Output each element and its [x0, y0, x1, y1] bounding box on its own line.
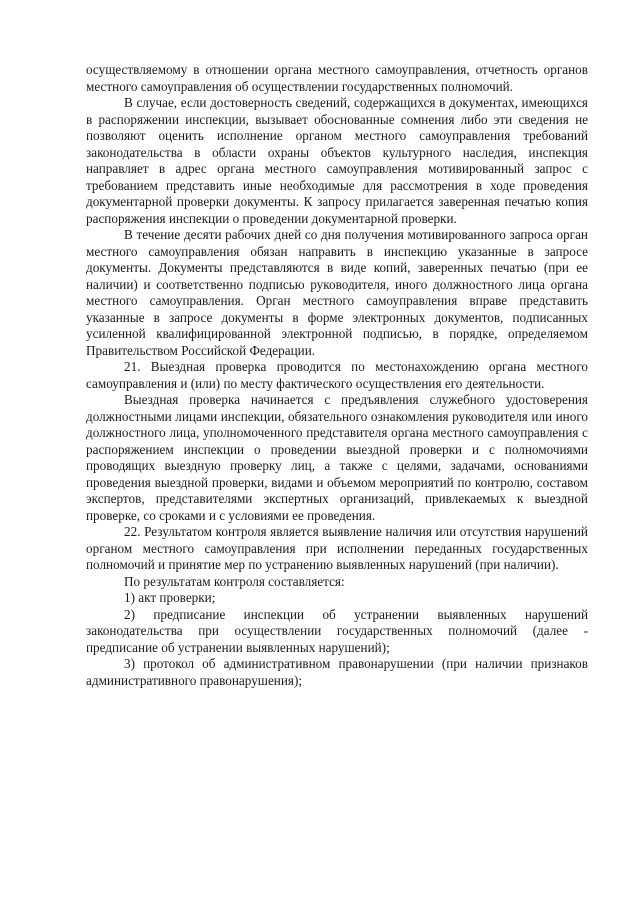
- paragraph-reliability-doubts: В случае, если достоверность сведений, содержащихся в документах, имеющихся в распоряжении инспекции, вызывает обоснованные сомнения либо эти сведения не позволяют оценить исполнение органом местного самоуправления требований законодательства в области охраны объектов культурного наследия, инспекция направляет в адрес органа местного самоуправления мотивированный запрос с требованием представить иные необходимые для рассмотрения в ходе проведения документарной проверки документы. К запросу прилагается заверенная печатью копия распоряжения инспекции о проведении документарной проверки.: [86, 95, 588, 226]
- paragraph-results-intro: По результатам контроля составляется:: [124, 573, 345, 589]
- list-item-inspection-act: 1) акт проверки;: [124, 590, 216, 605]
- paragraph-ten-working-days: В течение десяти рабочих дней со дня получения мотивированного запроса орган местного самоуправления обязан направить в инспекцию указанные в запросе документы. Документы представляются в виде копий, заверенных печатью (при ее наличии) и соответственно подписью руководителя, иного должностного лица органа местного самоуправления. Орган местного самоуправления вправе представить указанные в запросе документы в форме электронных документов, подписанных усиленной квалифицированной электронной подписью, в порядке, определяемом Правительством Российской Федерации.: [86, 227, 588, 358]
- paragraph-field-check-start: Выездная проверка начинается с предъявления служебного удостоверения должностными лицами инспекции, обязательного ознакомления руководителя или иного должностного лица, уполномоченного представителя органа местного самоуправления с распоряжением инспекции о проведении выездной проверки и с полномочиями проводящих выездную проверку лиц, а также с целями, задачами, основаниями проведения выездной проверки, видами и объемом мероприятий по контролю, составом экспертов, представителями экспертных организаций, привлекаемых к выездной проверке, со сроками и с условиями ее проведения.: [86, 392, 588, 523]
- paragraph-clause-21: 21. Выездная проверка проводится по местонахождению органа местного самоуправления и (или) по месту фактического осуществления его деятельности.: [86, 359, 588, 391]
- paragraph-continuation: осуществляемому в отношении органа местного самоуправления, отчетность органов местного самоуправления об осуществлении государственных полномочий.: [86, 62, 588, 94]
- paragraph-clause-22: 22. Результатом контроля является выявление наличия или отсутствия нарушений органом местного самоуправления при исполнении переданных государственных полномочий и принятие мер по устранению выявленных нарушений (при наличии).: [86, 524, 588, 572]
- list-item-prescription: 2) предписание инспекции об устранении выявленных нарушений законодательства при осуществлении государственных полномочий (далее - предписание об устранении выявленных нарушений);: [86, 606, 588, 655]
- document-page: [86, 62, 588, 689]
- list-item-protocol: 3) протокол об административном правонарушении (при наличии признаков административного правонарушения);: [86, 656, 588, 688]
